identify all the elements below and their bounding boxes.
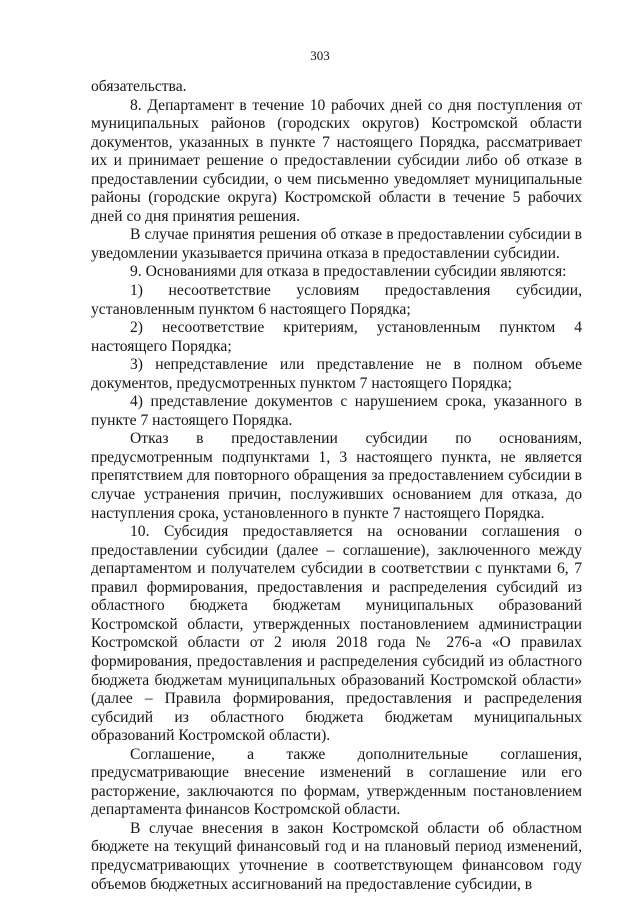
body-text <box>91 78 582 894</box>
paragraph-refusal-grounds: Отказ в предоставлении субсидии по основаниям, предусмотренным подпунктами 1, 3 настоящего пункта, не является препятствием для повторного обращения за предоставлением субсидии в случае устранения причин, послуживших основанием для отказа, до наступления срока, установленного в пункте 7 настоящего Порядка. <box>91 430 582 522</box>
list-item-3: 3) непредставление или представление не в полном объеме документов, предусмотренных пунктом 7 настоящего Порядка; <box>91 356 582 392</box>
list-item-2: 2) несоответствие критериям, установленным пунктом 4 настоящего Порядка; <box>91 319 582 355</box>
paragraph-item-9: 9. Основаниями для отказа в предоставлении субсидии являются: <box>130 263 567 281</box>
list-item-4: 4) представление документов с нарушением срока, указанного в пункте 7 настоящего Порядка. <box>91 393 582 429</box>
paragraph-item-8: 8. Департамент в течение 10 рабочих дней со дня поступления от муниципальных районов (городских округов) Костромской области документов, указанных в пункте 7 настоящего Порядка, рассматривает их и принимает решение о предоставлении субсидии либо об отказе в предоставлении субсидии, о чем письменно уведомляет муниципальные районы (городские округа) Костромской области в течение 5 рабочих дней со дня принятия решения. <box>91 96 582 225</box>
list-item-1: 1) несоответствие условиям предоставления субсидии, установленным пунктом 6 настоящего Порядка; <box>91 282 582 318</box>
paragraph-continuation: обязательства. <box>91 78 187 95</box>
paragraph-item-10: 10. Субсидия предоставляется на основании соглашения о предоставлении субсидии (далее – соглашение), заключенного между департаментом и получателем субсидии в соответствии с пунктами 6, 7 правил формирования, предоставления и распределения субсидий из областного бюджета бюджетам муниципальных образований Костромской области, утвержденных постановлением администрации Костромской области от 2 июля 2018 года № 276-а «О правилах формирования, предоставления и распределения субсидий из областного бюджета бюджетам муниципальных образований Костромской области» (далее – Правила формирования, предоставления и распределения субсидий из областного бюджета бюджетам муниципальных образований Костромской области). <box>91 523 582 745</box>
paragraph-budget-changes: В случае внесения в закон Костромской области об областном бюджете на текущий финансовый год и на плановый период изменений, предусматривающих уточнение в соответствующем финансовом году объемов бюджетных ассигнований на предоставление субсидии, в <box>91 819 582 893</box>
paragraph-agreement: Соглашение, а также дополнительные соглашения, предусматривающие внесение изменений в соглашение или его расторжение, заключаются по формам, утвержденным постановлением департамента финансов Костромской области. <box>91 745 582 819</box>
page-number: 303 <box>310 48 330 63</box>
paragraph-refusal-notice: В случае принятия решения об отказе в предоставлении субсидии в уведомлении указывается причина отказа в предоставлении субсидии. <box>91 226 582 262</box>
